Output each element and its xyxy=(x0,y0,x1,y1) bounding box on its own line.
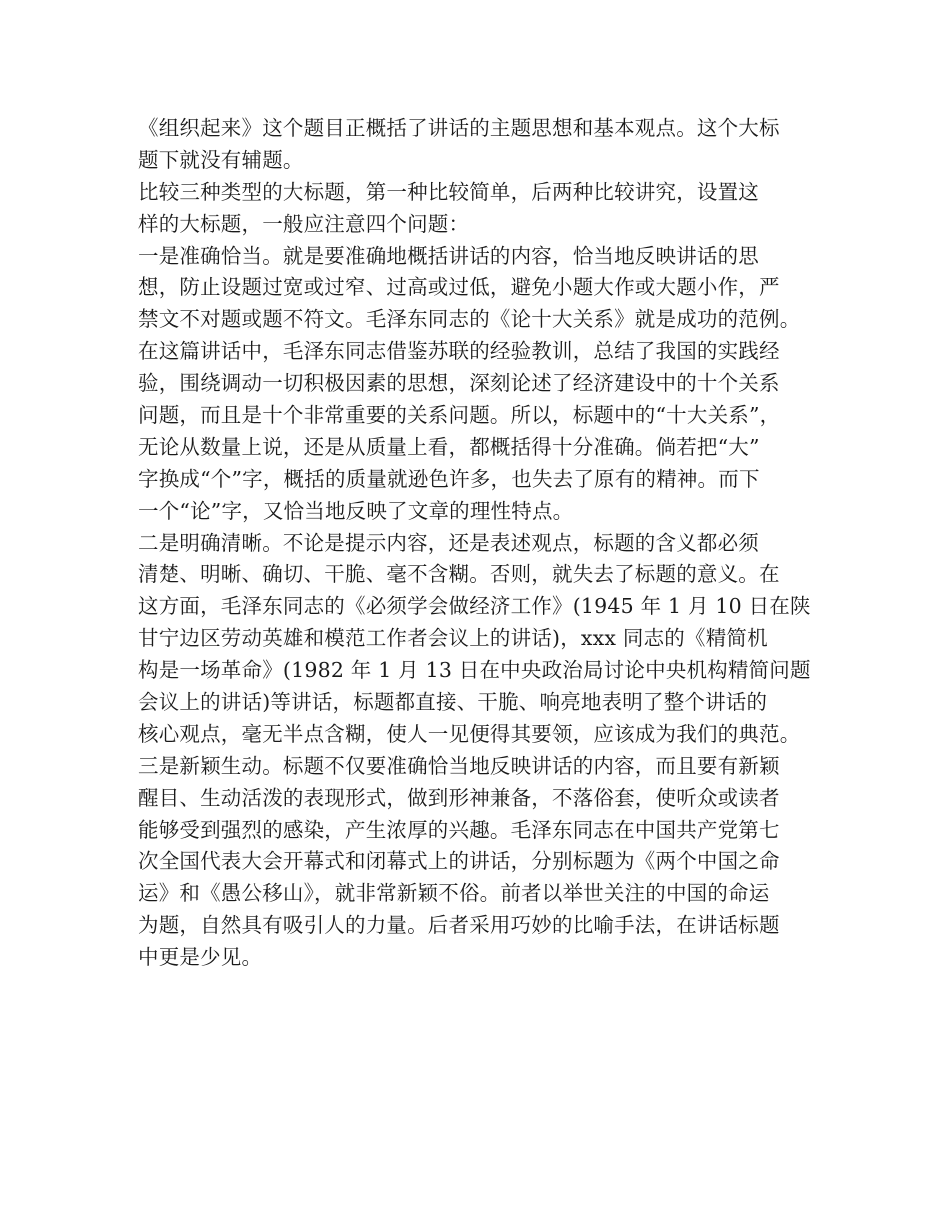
text-line: 中更是少见。 xyxy=(138,945,263,970)
text-line: 能够受到强烈的感染，产生浓厚的兴趣。毛泽东同志在中国共产党第七 xyxy=(138,817,780,842)
text-line: 二是明确清晰。不论是提示内容，还是表述观点，标题的含义都必须 xyxy=(138,530,759,555)
text-line: 会议上的讲话)等讲话，标题都直接、干脆、响亮地表明了整个讲话的 xyxy=(138,690,768,715)
text-line: 一是准确恰当。就是要准确地概括讲话的内容，恰当地反映讲话的思 xyxy=(138,243,759,268)
text-line: 比较三种类型的大标题，第一种比较简单，后两种比较讲究，设置这 xyxy=(138,179,759,204)
text-line: 字换成“个”字，概括的质量就逊色许多，也失去了原有的精神。而下 xyxy=(138,466,760,491)
text-line: 清楚、明晰、确切、干脆、毫不含糊。否则，就失去了标题的意义。在 xyxy=(138,562,780,587)
text-line: 样的大标题，一般应注意四个问题： xyxy=(138,211,470,236)
text-line: 三是新颖生动。标题不仅要准确恰当地反映讲话的内容，而且要有新颖 xyxy=(138,753,780,778)
text-line: 验，围绕调动一切积极因素的思想，深刻论述了经济建设中的十个关系 xyxy=(138,371,780,396)
text-line: 问题，而且是十个非常重要的关系问题。所以，标题中的“十大关系”， xyxy=(138,403,781,428)
text-line: 次全国代表大会开幕式和闭幕式上的讲话，分别标题为《两个中国之命 xyxy=(138,849,780,874)
body-text xyxy=(138,113,838,974)
text-line: 这方面，毛泽东同志的《必须学会做经济工作》(1945 年 1 月 10 日在陕 xyxy=(138,594,811,619)
text-line: 为题，自然具有吸引人的力量。后者采用巧妙的比喻手法，在讲话标题 xyxy=(138,913,780,938)
text-line: 运》和《愚公移山》，就非常新颖不俗。前者以举世关注的中国的命运 xyxy=(138,881,770,906)
text-line: 核心观点，毫无半点含糊，使人一见便得其要领，应该成为我们的典范。 xyxy=(138,721,801,746)
text-line: 构是一场革命》(1982 年 1 月 13 日在中央政治局讨论中央机构精简问题 xyxy=(138,658,811,683)
text-line: 想，防止设题过宽或过窄、过高或过低，避免小题大作或大题小作，严 xyxy=(138,275,780,300)
text-line: 醒目、生动活泼的表现形式，做到形神兼备，不落俗套，使听众或读者 xyxy=(138,785,780,810)
text-line: 在这篇讲话中，毛泽东同志借鉴苏联的经验教训，总结了我国的实践经 xyxy=(138,339,780,364)
text-line: 《组织起来》这个题目正概括了讲话的主题思想和基本观点。这个大标 xyxy=(138,116,780,140)
text-line: 一个“论”字，又恰当地反映了文章的理性特点。 xyxy=(138,498,574,523)
text-line: 题下就没有辅题。 xyxy=(138,147,304,172)
text-line: 禁文不对题或题不符文。毛泽东同志的《论十大关系》就是成功的范例。 xyxy=(138,307,801,332)
text-line: 甘宁边区劳动英雄和模范工作者会议上的讲话)，xxx 同志的《精简机 xyxy=(138,626,768,651)
text-line: 无论从数量上说，还是从质量上看，都概括得十分准确。倘若把“大” xyxy=(138,434,760,459)
